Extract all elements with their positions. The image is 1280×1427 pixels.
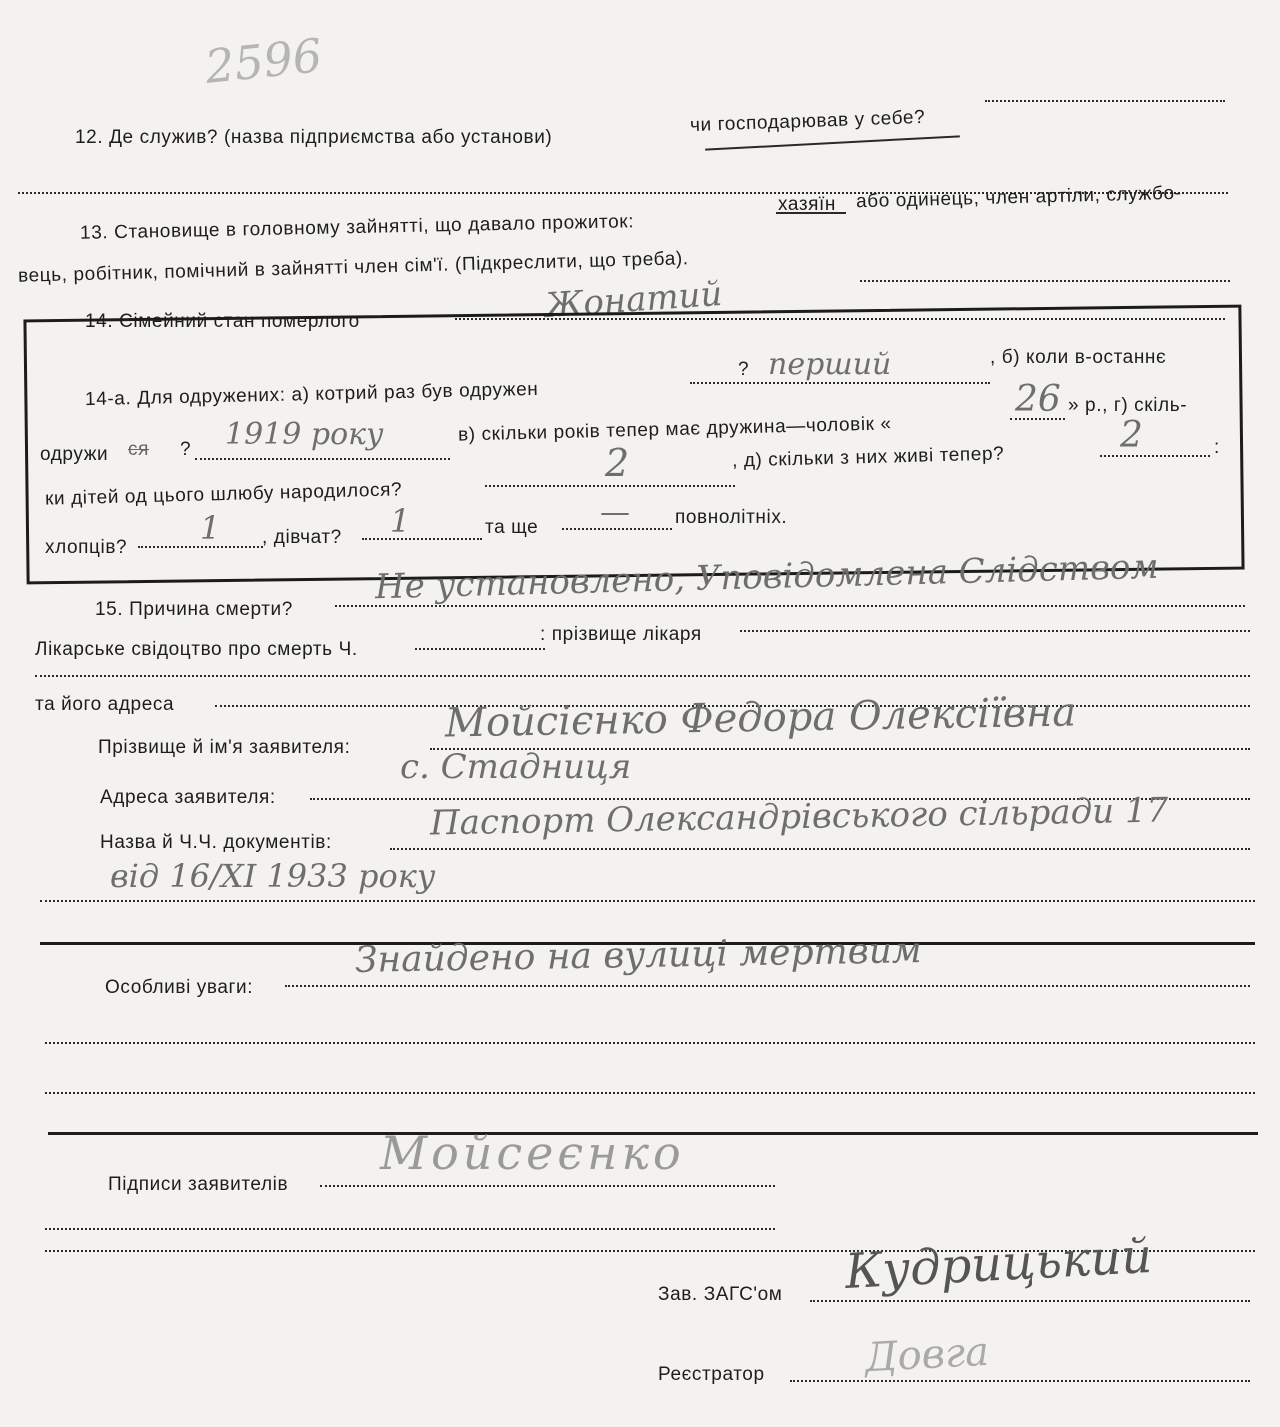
- signatures-registrar-value: Довга: [863, 1328, 991, 1382]
- applicant-docs-value-2: від 16/XI 1933 року: [110, 857, 436, 895]
- q14a-born-line: [485, 485, 735, 487]
- notes-value: Знайдено на вулиці мертвим: [354, 930, 923, 981]
- q14a-line2-c: » р., г) скіль-: [1068, 395, 1188, 416]
- signatures-applicants-label: Підписи заявителів: [108, 1174, 289, 1195]
- signatures-applicants-line: [320, 1185, 775, 1187]
- applicant-name-value-2: с. Стадниця: [400, 747, 632, 787]
- notes-line-3: [45, 1092, 1255, 1094]
- signatures-head-line: [810, 1300, 1250, 1302]
- q13-highlight-underline: [776, 212, 846, 214]
- q13-line2: вець, робітник, помічний в зайнятті член сім'ї. (Підкреслити, що треба).: [17, 248, 689, 287]
- q14a-times-line: [690, 382, 990, 384]
- medical-label: Лікарське свідоцтво про смерть Ч.: [35, 639, 358, 660]
- q12-option: чи господарював у себе?: [689, 106, 926, 137]
- q14a-line3-b: , д) скільки з них живі тепер?: [731, 443, 1005, 472]
- q14a-line4-d: повнолітніх.: [675, 507, 788, 528]
- q12-label: 12. Де служив? (назва підприємства або установи): [75, 127, 553, 148]
- q14a-answer-more: —: [600, 495, 630, 530]
- archive-number: 2596: [202, 28, 325, 94]
- q14a-line4-b: , дівчат?: [262, 527, 342, 548]
- q14a-line2-q: ?: [180, 439, 192, 460]
- q15-answer: Не установлено, Уповідомлена Слідством: [374, 546, 1160, 608]
- q12-answer-line: [985, 100, 1225, 102]
- q15-label: 15. Причина смерти?: [95, 599, 293, 620]
- q14a-alive-line: [1100, 455, 1210, 457]
- notes-label: Особливі уваги:: [105, 977, 254, 998]
- applicant-name-label: Прізвище й ім'я заявителя:: [98, 737, 351, 758]
- medical-doctor-label: : прізвище лікаря: [540, 624, 702, 645]
- signatures-head-label: Зав. ЗАГС'ом: [658, 1284, 783, 1305]
- medical-address-label: та його адреса: [35, 694, 175, 715]
- q14a-line4-c: та ще: [485, 517, 539, 538]
- signatures-registrar-line: [790, 1380, 1250, 1382]
- notes-line: [285, 985, 1250, 987]
- signatures-applicants-line-2: [45, 1228, 775, 1230]
- q14a-girls-line: [362, 538, 482, 540]
- signatures-registrar-label: Реєстратор: [658, 1364, 765, 1385]
- q14a-line3-c: :: [1214, 437, 1220, 458]
- signatures-applicants-value: Мойсеєнко: [380, 1126, 685, 1180]
- q14-answer: Жонатий: [543, 273, 724, 327]
- q14a-line2-a: одружи: [40, 444, 109, 465]
- q14a-answer-age: 26: [1015, 379, 1061, 420]
- q14a-line1-q: ?: [738, 359, 750, 380]
- q13-line1-rest: або одинець, член артіли, службо-: [855, 182, 1182, 213]
- q14a-answer-year: 1919 року: [225, 417, 384, 452]
- q14a-answer-girls: 1: [390, 502, 411, 540]
- signatures-head-value: Кудрицький: [843, 1228, 1154, 1300]
- q14a-answer-times: перший: [768, 347, 892, 382]
- q14a-line2-b: в) скільки років тепер має дружина—чоловік «: [457, 413, 892, 446]
- applicant-docs-value: Паспорт Олександрівського сільради 17: [429, 790, 1169, 844]
- q13-line: [860, 280, 1230, 282]
- medical-line-2: [35, 675, 1250, 677]
- notes-line-2: [45, 1042, 1255, 1044]
- applicant-name-value: Мойсієнко Федора Олексіївна: [444, 689, 1077, 747]
- q14a-line4-a: хлопців?: [45, 537, 128, 558]
- applicant-address-label: Адреса заявителя:: [100, 787, 276, 808]
- medical-doctor-line: [740, 630, 1250, 632]
- q15-answer-line: [335, 605, 1245, 607]
- q14a-year-line: [195, 458, 450, 460]
- q14a-line1-b: , б) коли в-останнє: [990, 347, 1167, 368]
- q13-line1: 13. Становище в головному зайнятті, що давало прожиток:: [79, 211, 635, 244]
- medical-number-line: [415, 648, 545, 650]
- q14a-answer-boys: 1: [200, 509, 221, 547]
- q13-highlight: хазяїн: [778, 194, 837, 215]
- q14a-answer-alive: 2: [1120, 415, 1143, 456]
- q14a-line2-struck: ся: [128, 439, 149, 460]
- q14a-line1-a: 14-а. Для одружених: а) котрий раз був одружен: [84, 378, 539, 411]
- applicant-docs-label: Назва й Ч.Ч. документів:: [100, 832, 332, 853]
- applicant-docs-line: [390, 848, 1250, 850]
- applicant-docs-line-2: [40, 900, 1255, 902]
- q14a-line3-a: ки дітей од цього шлюбу народилося?: [44, 479, 403, 510]
- q12-option-underline: [705, 135, 960, 150]
- q14-label: 14. Сімейний стан померлого: [85, 311, 360, 332]
- q14a-answer-born: 2: [605, 441, 630, 485]
